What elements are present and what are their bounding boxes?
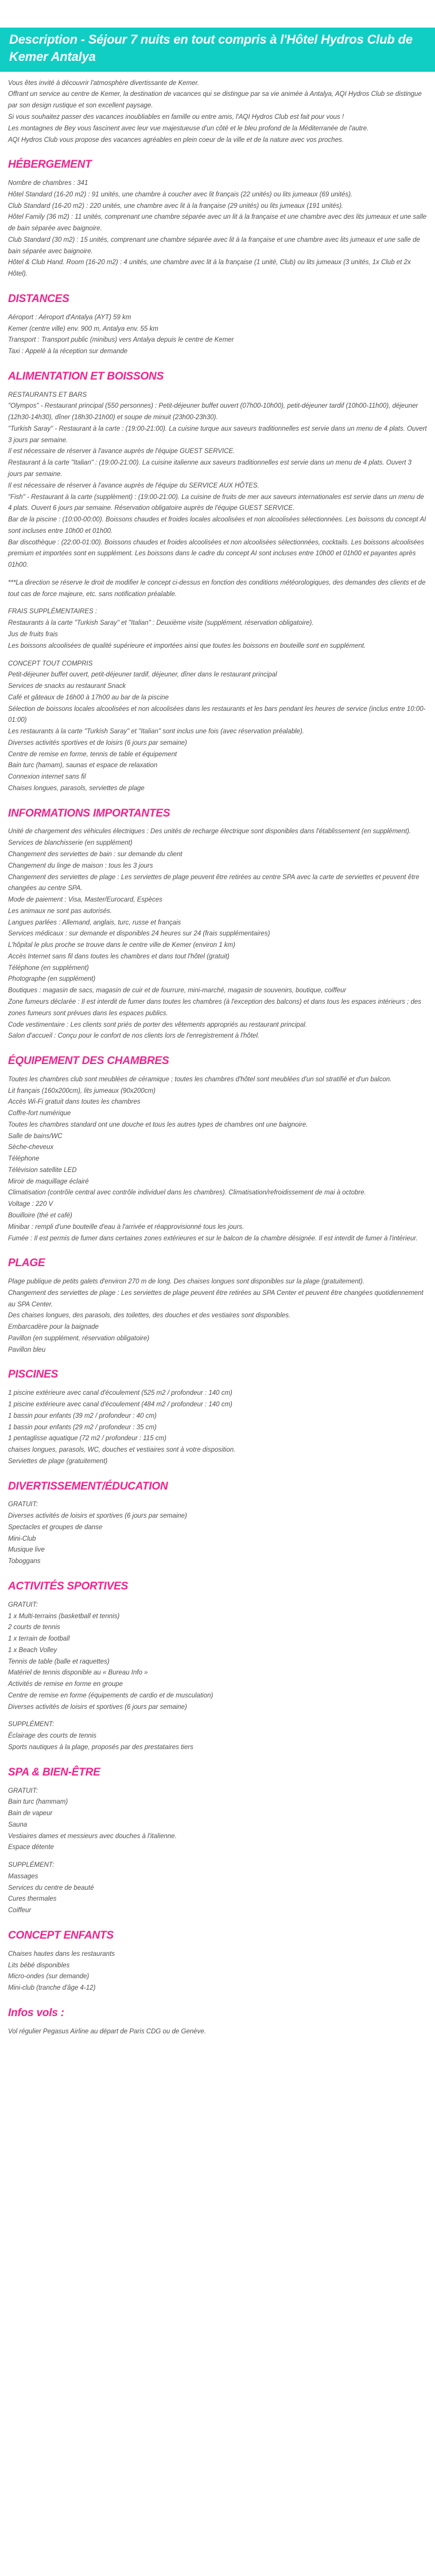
section-line: Bouilloire (thé et café) [8, 1212, 72, 1220]
section-line: Aéroport : Aéroport d'Antalya (AYT) 59 km [8, 314, 131, 321]
section-line: Chaises hautes dans les restaurants [8, 1950, 115, 1958]
section-gap [8, 1917, 427, 1929]
section-line: Climatisation (contrôle central avec contrôle individuel dans les chambres). Climatisation/refroidissement de mai à octobre. [8, 1189, 366, 1197]
section-line: Les animaux ne sont pas autorisés. [8, 907, 112, 915]
section-gap [8, 280, 427, 293]
section-heading-infos-vols: Infos vols : [8, 2006, 64, 2019]
section-heading-plage: PLAGE [8, 1257, 45, 1270]
section-line: Toutes les chambres standard ont une douche et tous les autres types de chambres ont une baignoire. [8, 1121, 308, 1128]
group-gap [8, 1854, 427, 1860]
section-line: chaises longues, parasols, WC, douches et vestiaires sont à votre disposition. [8, 1446, 236, 1454]
section-heading-informations-importantes: INFORMATIONS IMPORTANTES [8, 807, 170, 819]
intro-paragraphs [8, 78, 427, 146]
section-line: Changement des serviettes de plage : Les serviettes de plage peuvent être retirées au SPA Center et peuvent être changées quotidiennement au SPA Center. [8, 1289, 424, 1308]
group-line: Matériel de tennis disponible au « Bureau Info » [8, 1669, 148, 1677]
group-line: Cures thermales [8, 1896, 57, 1903]
section-line: Pavillon bleu [8, 1346, 46, 1353]
group-line: ***La direction se réserve le droit de modifier le concept ci-dessus en fonction des conditions météorologiques, des demandes des clients et de tout cas de force majeure, etc. sans notification préalable. [8, 579, 426, 598]
section-line: Services médicaux : sur demande et disponibles 24 heures sur 24 (frais supplémentaires) [8, 930, 270, 938]
section-line: Changement des serviettes de bain : sur demande du client [8, 851, 182, 858]
group-line: Bar discothèque : (22:00-01:00). Boissons chaudes et froides alcoolisées et non alcoolisées sélectionnées, cocktails. Les boissons alcoolisées premium et importées sont en supplément. Les boissons dans le cadre du concept AI sont incluses entre 10h00 et 01h00 et payantes après 01h00. [8, 539, 424, 569]
section-line: Accès Internet sans fil dans toutes les chambres et dans tout l'hôtel (gratuit) [8, 953, 230, 960]
section-heading-concept-enfants: CONCEPT ENFANTS [8, 1929, 114, 1941]
section-line: 1 pentaglisse aquatique (72 m2 / profondeur : 115 cm) [8, 1435, 166, 1442]
section-line: Salon d'accueil : Conçu pour le confort de nos clients lors de l'enregistrement à l'hôtel. [8, 1032, 260, 1040]
heading-gap [8, 1270, 427, 1277]
section-line: Hôtel Family (36 m2) : 11 unités, comprenant une chambre séparée avec un lit à la française et une chambre avec des lits jumeaux et une salle de bain séparée avec baignoire. [8, 214, 427, 233]
heading-gap [8, 1593, 427, 1600]
heading-gap [8, 306, 427, 312]
heading-gap [8, 1382, 427, 1388]
section-line: Hôtel Standard (16-20 m2) : 91 unités, une chambre à coucher avec lit français (22 unités) ou lits jumeaux (69 unités). [8, 191, 353, 198]
section-line: Pavillon (en supplément, réservation obligatoire) [8, 1335, 150, 1342]
group-gap [8, 600, 427, 606]
section-gap [8, 146, 427, 158]
group-line: Spectacles et groupes de danse [8, 1523, 103, 1531]
group-line: Coiffeur [8, 1907, 32, 1914]
group-line: Restaurant à la carte "Italian" : (19:00-21:00). La cuisine italienne aux saveurs traditionnelles est servie dans un menu de 4 plats. Ouvert 3 jours par semaine. [8, 459, 412, 478]
group-line: Sélection de boissons locales alcoolisées et non alcoolisées dans les restaurants et les bars pendant les heures de service (inclus entre 10:00-01:00) [8, 705, 426, 724]
group-line: "Olympos" - Restaurant principal (550 personnes) : Petit-déjeuner buffet ouvert (07h00-10h00), petit-déjeuner tardif (10h00-11h00), déjeuner (12h30-14h30), dîner (18h30-21h00) et soupe de minuit (23h00-23h30). [8, 403, 418, 421]
section-line: Accès Wi-Fi gratuit dans toutes les chambres [8, 1099, 141, 1106]
section-line: Lit français (160x200cm), lits jumeaux (90x200cm) [8, 1087, 156, 1094]
group-line: Connexion internet sans fil [8, 773, 86, 781]
spacer [8, 72, 427, 78]
group-label: CONCEPT TOUT COMPRIS [8, 660, 93, 667]
heading-gap [8, 1493, 427, 1499]
group-line: Les boissons alcoolisées de qualité supérieure et importées ainsi que toutes les boissons en bouteille sont en supplément. [8, 642, 366, 649]
group-line: Centre de remise en forme (équipements de cardio et de musculation) [8, 1692, 213, 1699]
section-line: Embarcadère pour la baignade [8, 1324, 99, 1331]
page-title: Description - Séjour 7 nuits en tout compris à l'Hôtel Hydros Club de Kemer Antalya [9, 32, 413, 64]
group-label: SUPPLÉMENT: [8, 1862, 55, 1869]
group-label: GRATUIT: [8, 1787, 38, 1794]
heading-gap [8, 1943, 427, 1949]
top-spacer [0, 0, 435, 28]
group-line: Éclairage des courts de tennis [8, 1732, 97, 1740]
group-line: Sports nautiques à la plage, proposés par des prestataires tiers [8, 1744, 193, 1751]
group-line: Vestiaires dames et messieurs avec douches à l'italienne. [8, 1832, 177, 1840]
sections-container [8, 146, 427, 2037]
group-line: Mini-Club [8, 1535, 36, 1542]
group-line: Les restaurants à la carte "Turkish Saray" et "Italian" sont inclus une fois (avec réservation préalable). [8, 728, 304, 736]
group-line: Toboggans [8, 1558, 41, 1565]
section-line: Minibar : rempli d'une bouteille d'eau à l'arrivée et réapprovisionné tous les jours. [8, 1223, 244, 1231]
section-line: Mode de paiement : Visa, Master/Eurocard, Espèces [8, 896, 162, 904]
group-line: Diverses activités sportives et de loisirs (6 jours par semaine) [8, 739, 187, 747]
heading-gap [8, 1780, 427, 1786]
group-line: Espace détente [8, 1844, 54, 1851]
group-line: Bain de vapeur [8, 1810, 53, 1817]
section-line: Photographe (en supplément) [8, 976, 96, 983]
heading-gap [8, 1068, 427, 1074]
section-gap [8, 795, 427, 807]
heading-gap [8, 172, 427, 178]
section-gap [8, 1754, 427, 1766]
section-gap [8, 1244, 427, 1257]
section-heading-alimentation-et-boissons: ALIMENTATION ET BOISSONS [8, 370, 164, 382]
group-line: Café et gâteaux de 16h00 à 17h00 au bar de la piscine [8, 694, 169, 701]
group-label: GRATUIT: [8, 1501, 38, 1509]
section-line: Télévision satellite LED [8, 1166, 77, 1174]
section-line: Sèche-cheveux [8, 1144, 54, 1151]
section-line: Voltage : 220 V [8, 1201, 53, 1208]
section-line: Lits bébé disponibles [8, 1962, 70, 1969]
section-line: Toutes les chambres club sont meublées de céramique ; toutes les chambres d'hôtel sont meublées d'un sol stratifié et d'un balcon. [8, 1076, 392, 1083]
intro-line: Vous êtes invité à découvrir l'atmosphère divertissante de Kemer. [8, 79, 200, 87]
section-line: Langues parlées : Allemand, anglais, turc, russe et français [8, 919, 181, 926]
intro-line: Offrant un service au centre de Kemer, la destination de vacances qui se distingue par sa vie animée à Antalya, AQI Hydros Club se distingue par son design rustique et son excellent paysage. [8, 91, 422, 110]
section-line: Salle de bains/WC [8, 1132, 63, 1140]
section-line: Serviettes de plage (gratuitement) [8, 1457, 108, 1465]
group-line: Chaises longues, parasols, serviettes de plage [8, 784, 145, 792]
section-heading-activites-sportives: ACTIVITÉS SPORTIVES [8, 1580, 129, 1593]
heading-gap [8, 820, 427, 826]
section-gap [8, 1468, 427, 1480]
group-line: 1 x Multi-terrains (basketball et tennis) [8, 1612, 120, 1620]
section-heading-distances: DISTANCES [8, 293, 69, 305]
group-line: Diverses activités de loisirs et sportives (6 jours par semaine) [8, 1703, 187, 1711]
group-line: "Fish" - Restaurant à la carte (supplément) : (19:00-21:00). La cuisine de fruits de mer aux saveurs internationales est servie dans un menu de 4 plats. Ouvert 6 jours par semaine. Réservation obligatoire auprès de l'équipe GUEST SERVICE. [8, 493, 424, 512]
group-line: Restaurants à la carte "Turkish Saray" et "Italian" : Deuxième visite (supplément, réservation obligatoire). [8, 620, 314, 627]
section-line: Des chaises longues, des parasols, des toilettes, des douches et des vestiaires sont disponibles. [8, 1312, 291, 1320]
group-gap [8, 1713, 427, 1719]
group-line: Bain turc (hamam), saunas et espace de relaxation [8, 762, 158, 769]
intro-line: AQI Hydros Club vous propose des vacances agréables en plein coeur de la ville et de la nature avec vos proches. [8, 136, 344, 144]
group-line: Jus de fruits frais [8, 631, 58, 638]
group-line: 1 x terrain de football [8, 1635, 70, 1643]
group-line: Bain turc (hammam) [8, 1798, 68, 1806]
group-line: Il est nécessaire de réserver à l'avance auprès de l'équipe du SERVICE AUX HÔTES. [8, 482, 259, 489]
section-line: Vol régulier Pegasus Airline au départ de Paris CDG ou de Genève. [8, 2028, 206, 2035]
group-line: Musique live [8, 1546, 45, 1554]
section-gap [8, 1994, 427, 2007]
group-line: Services du centre de beauté [8, 1884, 94, 1892]
section-line: Zone fumeurs déclarée : Il est interdit de fumer dans toutes les chambres (à l'exception des balcons) et dans tous les espaces intérieurs ; des zones fumeurs sont prévues dans les espaces publics. [8, 998, 422, 1017]
group-gap [8, 652, 427, 659]
page-title-band [0, 28, 435, 72]
section-line: Services de blanchisserie (en supplément) [8, 840, 133, 847]
section-line: Hôtel & Club Hand. Room (16-20 m2) : 4 unités, une chambre avec lit à la française (1 unité, Club) ou lits jumeaux (3 unités, 1x Club et 2x Hôtel). [8, 259, 411, 278]
section-line: Changement des serviettes de plage : Les serviettes de plage peuvent être retirées au centre SPA avec la carte de serviettes et peuvent être changées au centre SPA. [8, 873, 420, 892]
group-line: Activités de remise en forme en groupe [8, 1681, 123, 1688]
section-gap [8, 1042, 427, 1055]
group-line: Bar de la piscine : (10:00-00:00). Boissons chaudes et froides locales alcoolisées et non alcoolisées sélectionnées. Les boissons du concept AI sont incluses entre 10h00 et 01h00. [8, 516, 426, 535]
section-line: Transport : Transport public (minibus) vers Antalya depuis le centre de Kemer [8, 336, 234, 344]
section-line: Club Standard (30 m2) : 15 unités, comprenant une chambre séparée avec lit à la française et une chambre avec lits jumeaux et une salle de bain séparée avec baignoire. [8, 236, 420, 255]
section-heading-piscines: PISCINES [8, 1368, 59, 1381]
section-line: Mini-club (tranche d'âge 4-12) [8, 1985, 96, 1992]
group-label: RESTAURANTS ET BARS [8, 391, 87, 399]
section-line: Boutiques : magasin de sacs, magasin de cuir et de fourrure, mini-marché, magasin de souvenirs, boutique, coiffeur [8, 987, 347, 995]
group-line: 2 courts de tennis [8, 1624, 60, 1631]
group-label: SUPPLÉMENT: [8, 1721, 55, 1728]
section-gap [8, 1356, 427, 1368]
group-line: 1 x Beach Volley [8, 1646, 57, 1654]
section-line: Téléphone (en supplément) [8, 964, 89, 972]
section-gap [8, 358, 427, 370]
group-line: Il est nécessaire de réserver à l'avance auprès de l'équipe GUEST SERVICE. [8, 448, 235, 455]
section-line: Kemer (centre ville) env. 900 m, Antalya env. 55 km [8, 325, 158, 332]
group-line: Diverses activités de loisirs et sportives (6 jours par semaine) [8, 1513, 187, 1520]
group-line: Massages [8, 1873, 38, 1880]
group-label: FRAIS SUPPLÉMENTAIRES : [8, 608, 98, 616]
section-gap [8, 1568, 427, 1580]
group-gap [8, 571, 427, 578]
heading-gap [8, 2020, 427, 2026]
section-line: Coffre-fort numérique [8, 1110, 71, 1117]
group-label: GRATUIT: [8, 1601, 38, 1608]
section-line: Nombre de chambres : 341 [8, 180, 88, 187]
section-line: Changement du linge de maison : tous les 3 jours [8, 862, 153, 869]
section-line: 1 piscine extérieure avec canal d'écoulement (484 m2 / profondeur : 140 cm) [8, 1401, 232, 1409]
page-content [0, 72, 435, 2044]
section-line: Taxi : Appelé à la réception sur demande [8, 348, 128, 355]
group-line: Petit-déjeuner buffet ouvert, petit-déjeuner tardif, déjeuner, dîner dans le restaurant principal [8, 671, 277, 679]
group-line: Sauna [8, 1821, 28, 1828]
group-line: Centre de remise en forme, tennis de table et équipement [8, 751, 177, 758]
section-line: 1 bassin pour enfants (29 m2 / profondeur : 35 cm) [8, 1424, 157, 1431]
section-line: Unité de chargement des véhicules électriques : Des unités de recharge électrique sont disponibles dans l'établissement (en supplément). [8, 828, 411, 836]
intro-line: Si vous souhaitez passer des vacances inoubliables en famille ou entre amis, l'AQI Hydros Club est fait pour vous ! [8, 114, 344, 121]
section-line: Club Standard (16-20 m2) : 220 unités, une chambre avec lit à la française (29 unités) ou lits jumeaux (191 unités). [8, 202, 344, 210]
section-heading-spa-et-bien-etre: SPA & BIEN-ÊTRE [8, 1766, 100, 1778]
section-line: Miroir de maquillage éclairé [8, 1178, 89, 1185]
group-line: Tennis de table (balle et raquettes) [8, 1658, 110, 1665]
section-heading-hebergement: HÉBERGEMENT [8, 158, 92, 171]
section-line: 1 bassin pour enfants (39 m2 / profondeur : 40 cm) [8, 1412, 157, 1419]
section-line: Code vestimentaire : Les clients sont priés de porter des vêtements appropriés au restaurant principal. [8, 1021, 307, 1028]
section-line: Plage publique de petits galets d'environ 270 m de long. Des chaises longues sont disponibles sur la plage (gratuitement). [8, 1278, 365, 1286]
group-line: "Turkish Saray" - Restaurant à la carte : (19:00-21:00). La cuisine turque aux saveurs traditionnelles est servie dans un menu de 4 plats. Ouvert 3 jours par semaine. [8, 425, 427, 444]
intro-line: Les montagnes de Bey vous fascinent avec leur vue majestueuse d'un côté et le bleu profond de la Méditerranée de l'autre. [8, 125, 369, 132]
heading-gap [8, 384, 427, 390]
section-line: L'hôpital le plus proche se trouve dans le centre ville de Kemer (environ 1 km) [8, 942, 235, 949]
group-line: Services de snacks au restaurant Snack [8, 683, 126, 690]
section-heading-equipement-des-chambres: ÉQUIPEMENT DES CHAMBRES [8, 1055, 169, 1067]
section-line: Fumée : Il est permis de fumer dans certaines zones extérieures et sur le balcon de la chambre désignée. Il est interdit de fumer à l'intérieur. [8, 1235, 418, 1242]
section-line: Téléphone [8, 1155, 40, 1163]
section-line: 1 piscine extérieure avec canal d'écoulement (525 m2 / profondeur : 140 cm) [8, 1390, 232, 1397]
section-line: Micro-ondes (sur demande) [8, 1973, 90, 1981]
section-heading-divertissement-education: DIVERTISSEMENT/ÉDUCATION [8, 1480, 168, 1492]
